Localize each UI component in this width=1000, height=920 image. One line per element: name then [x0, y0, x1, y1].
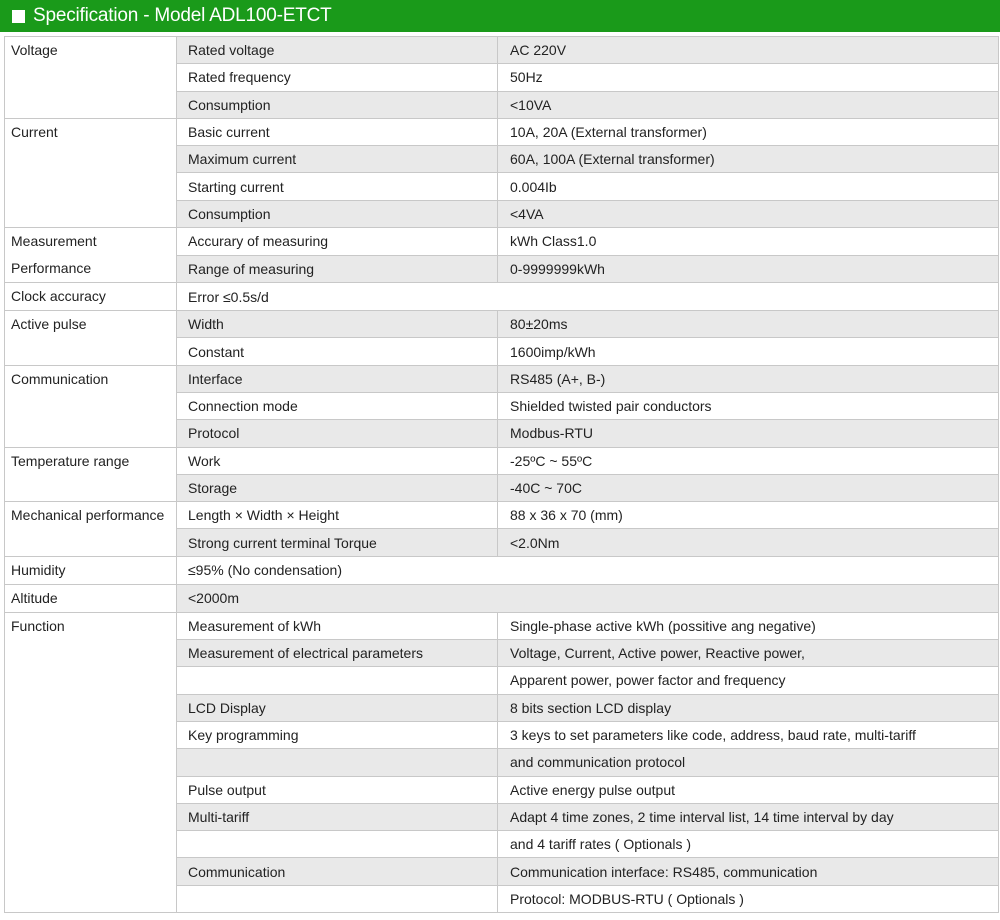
spec-parameter: Storage [177, 474, 498, 501]
spec-value: -40C ~ 70C [498, 474, 999, 501]
spec-value: kWh Class1.0 [498, 228, 999, 256]
spec-category: Function [5, 612, 177, 912]
table-row [5, 556, 999, 584]
spec-parameter: Error ≤0.5s/d [177, 283, 999, 311]
spec-value: <10VA [498, 91, 999, 118]
spec-value: 8 bits section LCD display [498, 694, 999, 721]
spec-parameter: Work [177, 447, 498, 474]
spec-value: and 4 tariff rates ( Optionals ) [498, 831, 999, 858]
square-bullet-icon [12, 10, 25, 23]
table-row [5, 502, 999, 529]
spec-parameter: Connection mode [177, 392, 498, 419]
spec-value: -25ºC ~ 55ºC [498, 447, 999, 474]
spec-parameter: Measurement of kWh [177, 612, 498, 639]
spec-category: Voltage [5, 37, 177, 119]
spec-parameter: Length × Width × Height [177, 502, 498, 529]
spec-parameter: ≤95% (No condensation) [177, 556, 999, 584]
spec-parameter: Pulse output [177, 776, 498, 803]
spec-table-body [5, 37, 999, 913]
spec-value: 0-9999999kWh [498, 255, 999, 283]
spec-header [0, 0, 1000, 32]
spec-parameter: Protocol [177, 420, 498, 447]
spec-parameter: Consumption [177, 200, 498, 227]
spec-category: Clock accuracy [5, 283, 177, 311]
spec-parameter: Rated voltage [177, 37, 498, 64]
spec-parameter: Width [177, 311, 498, 338]
spec-category: Altitude [5, 584, 177, 612]
spec-category: Humidity [5, 556, 177, 584]
spec-parameter: Basic current [177, 118, 498, 145]
table-row [5, 283, 999, 311]
table-row [5, 584, 999, 612]
spec-parameter [177, 749, 498, 776]
spec-value: Protocol: MODBUS-RTU ( Optionals ) [498, 885, 999, 912]
spec-parameter [177, 667, 498, 694]
spec-value: 50Hz [498, 64, 999, 91]
spec-value: 3 keys to set parameters like code, address, baud rate, multi-tariff [498, 721, 999, 748]
spec-value: <4VA [498, 200, 999, 227]
spec-value: 60A, 100A (External transformer) [498, 146, 999, 173]
spec-value: Apparent power, power factor and frequency [498, 667, 999, 694]
spec-parameter: Communication [177, 858, 498, 885]
spec-parameter: LCD Display [177, 694, 498, 721]
spec-value: 80±20ms [498, 311, 999, 338]
spec-parameter: <2000m [177, 584, 999, 612]
spec-category: Current [5, 118, 177, 227]
spec-value: 1600imp/kWh [498, 338, 999, 365]
spec-value: Active energy pulse output [498, 776, 999, 803]
table-row [5, 37, 999, 64]
table-row [5, 118, 999, 145]
spec-parameter: Multi-tariff [177, 803, 498, 830]
spec-parameter: Constant [177, 338, 498, 365]
spec-value: Adapt 4 time zones, 2 time interval list, 14 time interval by day [498, 803, 999, 830]
spec-value: Single-phase active kWh (possitive ang negative) [498, 612, 999, 639]
spec-value: Modbus-RTU [498, 420, 999, 447]
spec-category: Active pulse [5, 311, 177, 366]
spec-value: 0.004Ib [498, 173, 999, 200]
table-row [5, 612, 999, 639]
spec-parameter: Interface [177, 365, 498, 392]
spec-parameter: Measurement of electrical parameters [177, 640, 498, 667]
spec-parameter: Strong current terminal Torque [177, 529, 498, 556]
spec-parameter: Range of measuring [177, 255, 498, 283]
spec-value: <2.0Nm [498, 529, 999, 556]
spec-value: AC 220V [498, 37, 999, 64]
spec-parameter: Consumption [177, 91, 498, 118]
spec-category: Measurement Performance [5, 228, 177, 283]
spec-parameter [177, 831, 498, 858]
spec-value: and communication protocol [498, 749, 999, 776]
spec-category: Communication [5, 365, 177, 447]
page-title: Specification - Model ADL100-ETCT [33, 5, 332, 26]
table-row [5, 365, 999, 392]
table-row [5, 447, 999, 474]
spec-category: Mechanical performance [5, 502, 177, 557]
spec-parameter: Rated frequency [177, 64, 498, 91]
spec-parameter: Accurary of measuring [177, 228, 498, 256]
spec-table [4, 36, 999, 913]
spec-value: Shielded twisted pair conductors [498, 392, 999, 419]
table-row [5, 311, 999, 338]
spec-parameter: Key programming [177, 721, 498, 748]
spec-category: Temperature range [5, 447, 177, 502]
spec-parameter [177, 885, 498, 912]
spec-value: 10A, 20A (External transformer) [498, 118, 999, 145]
spec-parameter: Maximum current [177, 146, 498, 173]
spec-value: RS485 (A+, B-) [498, 365, 999, 392]
spec-value: Voltage, Current, Active power, Reactive power, [498, 640, 999, 667]
spec-value: Communication interface: RS485, communication [498, 858, 999, 885]
spec-value: 88 x 36 x 70 (mm) [498, 502, 999, 529]
table-row [5, 228, 999, 256]
spec-parameter: Starting current [177, 173, 498, 200]
